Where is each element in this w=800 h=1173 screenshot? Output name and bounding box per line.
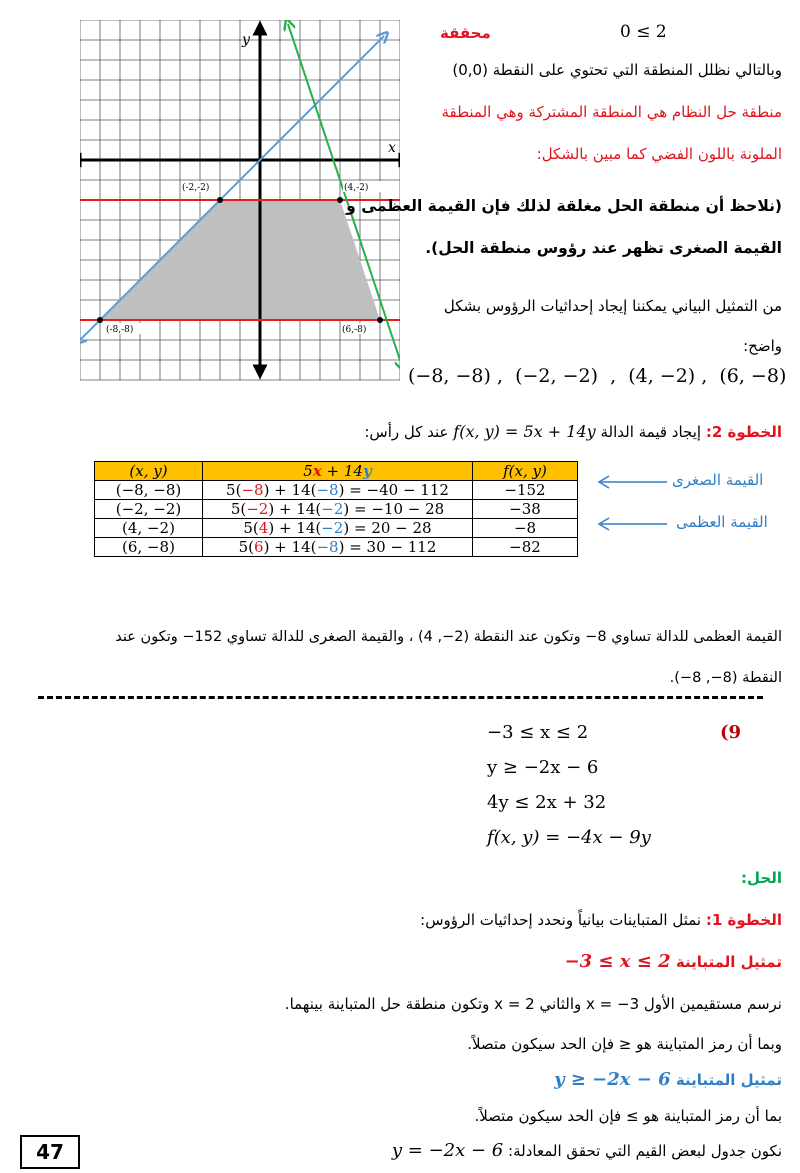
vertex-point [217, 197, 223, 203]
shade-line: وبالتالي نظلل المنطقة التي تحتوي على النقطة (0,0) [452, 61, 782, 79]
vertex-label: (-8,-8) [106, 325, 134, 335]
vertices-list: (−8, −8) , (−2, −2) , (4, −2) , (6, −8) [408, 365, 787, 387]
rep1-line-2: وبما أن رمز المتباينة هو ≤ فإن الحد سيكون متصلاً. [467, 1035, 782, 1053]
rep1-heading: تمثيل المتباينة −3 ≤ x ≤ 2 [564, 951, 782, 972]
left-arrow-icon [599, 518, 667, 530]
conclusion-line-2: النقطة (8−, 8−). [669, 670, 782, 686]
step2-line [364, 422, 782, 442]
page-number: 47 [20, 1135, 80, 1169]
step2-function: f(x, y) = 5x + 14y [453, 422, 596, 441]
vertex-label: (-2,-2) [182, 183, 210, 193]
table-row: (−8, −8) 5(−8) + 14(−8) = −40 − 112 −152 [95, 481, 578, 500]
note-line-2: القيمة الصغرى تظهر عند رؤوس منطقة الحل). [425, 239, 782, 257]
table-row: (4, −2) 5(4) + 14(−2) = 20 − 28 −8 [95, 519, 578, 538]
table-header-row [95, 462, 578, 481]
section-divider [38, 696, 763, 699]
header-value: f(x, y) [473, 462, 578, 481]
vertex-label: (6,-8) [342, 325, 367, 335]
arrow-icons [595, 474, 670, 534]
region-line-1: منطقة حل النظام هي المنطقة المشتركة وهي المنطقة [441, 103, 782, 121]
header-point: (x, y) [95, 462, 203, 481]
rep2-line-2: نكون جدول لبعض القيم التي تحقق المعادلة: y = −2x − 6 [391, 1140, 782, 1161]
step2-text-before: إيجاد قيمة الدالة [600, 423, 702, 441]
ineq-1: −3 ≤ x ≤ 2 [487, 722, 589, 743]
vertex-point [377, 317, 383, 323]
rep1-line-1: نرسم مستقيمين الأول 3− = x والثاني 2 = x وتكون منطقة حل المتباينة بينهما. [284, 995, 782, 1013]
values-table [94, 461, 578, 557]
ineq-3: 4y ≤ 2x + 32 [487, 792, 607, 813]
vertex-point [337, 197, 343, 203]
note-line-1: (نلاحظ أن منطقة الحل مغلقة لذلك فإن القيمة العظمى و [346, 197, 782, 215]
region-line-2: الملونة باللون الفضي كما مبين بالشكل: [536, 145, 782, 163]
step1-line [420, 910, 782, 930]
x-axis-label: x [388, 140, 396, 156]
table-row: (−2, −2) 5(−2) + 14(−2) = −10 − 28 −38 [95, 500, 578, 519]
vertices-line-2: واضح: [743, 337, 782, 355]
header-expression: 5x + 14y [203, 462, 473, 481]
rep2-line-1: بما أن رمز المتباينة هو ≥ فإن الحد سيكون متصلاً. [474, 1107, 782, 1125]
step2-label: الخطوة 2: [705, 423, 782, 441]
left-arrow-icon [599, 476, 667, 488]
min-value-label: القيمة الصغرى [672, 471, 764, 489]
ineq-2: y ≥ −2x − 6 [487, 757, 599, 778]
problem-number: (9 [720, 722, 742, 743]
objective-function: f(x, y) = −4x − 9y [487, 827, 651, 848]
vertex-point [97, 317, 103, 323]
vertex-label: (4,-2) [344, 183, 369, 193]
verified-expression: 0 ≤ 2 [620, 22, 667, 42]
step2-text-after: عند كل رأس: [364, 423, 449, 441]
max-value-label: القيمة العظمى [676, 513, 768, 531]
verified-word: محققة [440, 24, 491, 42]
table-row: (6, −8) 5(6) + 14(−8) = 30 − 112 −82 [95, 538, 578, 557]
conclusion-line-1: القيمة العظمى للدالة تساوي 8− وتكون عند النقطة (2−, 4) ، والقيمة الصغرى للدالة تساوي 152− وتكون عند [115, 629, 782, 645]
step1-label: الخطوة 1: [705, 911, 782, 929]
solution-heading: الحل: [741, 869, 782, 887]
step1-text: نمثل المتباينات بيانياً ونحدد إحداثيات الرؤوس: [420, 911, 702, 929]
rep2-heading: تمثيل المتباينة y ≥ −2x − 6 [554, 1069, 782, 1090]
vertices-line-1: من التمثيل البياني يمكننا إيجاد إحداثيات الرؤوس بشكل [443, 297, 782, 315]
y-axis-label: y [242, 32, 250, 48]
